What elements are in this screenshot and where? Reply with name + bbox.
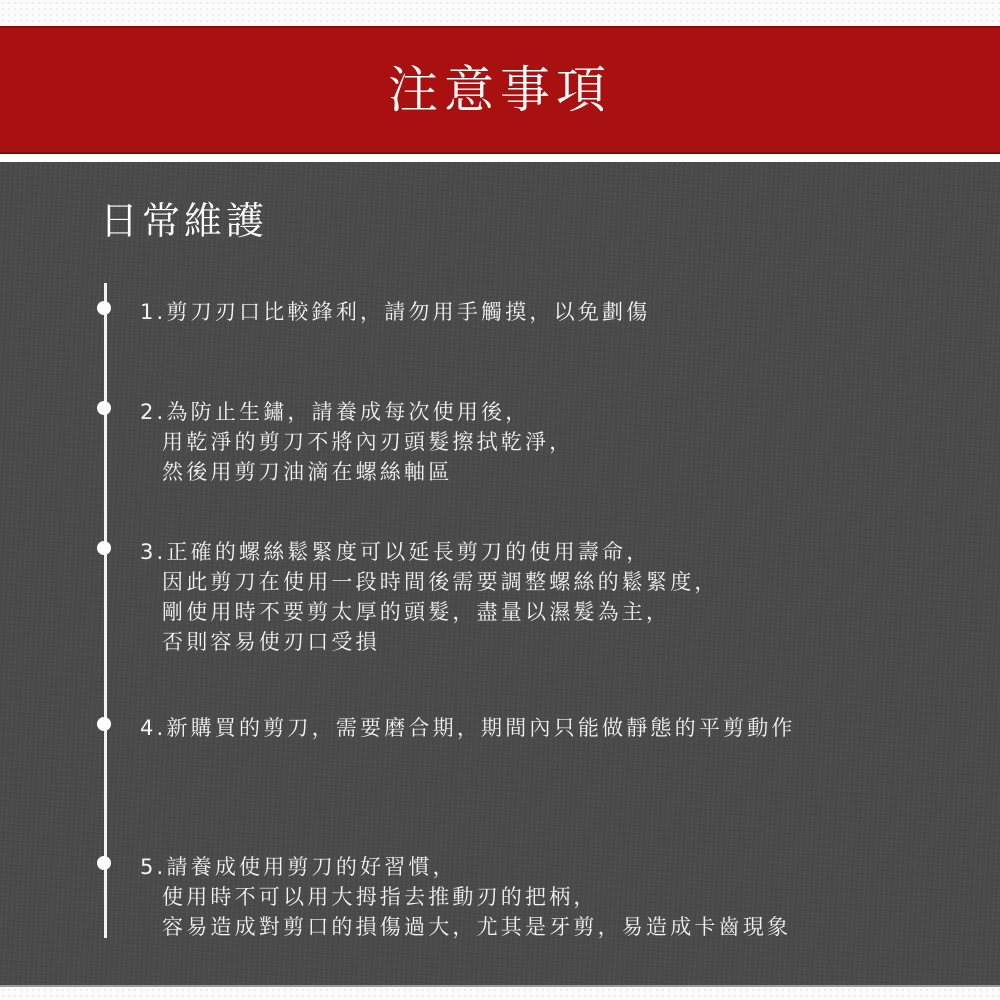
timeline-dot-icon: [97, 717, 111, 731]
header-banner: [0, 26, 1000, 154]
divider-stripe: [0, 154, 1000, 162]
tip-number: 5.: [140, 855, 167, 879]
tip-number: 4.: [140, 716, 167, 740]
tip-line-text: 剪刀刃口比較鋒利，請勿用手觸摸，以免劃傷: [166, 300, 651, 324]
tip-line: [140, 537, 719, 567]
tip-line: 用乾淨的剪刀不將內刃頭髮擦拭乾淨，: [162, 430, 574, 454]
tip-line: 剛使用時不要剪太厚的頭髮，盡量以濕髮為主，: [162, 600, 671, 624]
section-title: 日常維護: [100, 199, 269, 243]
timeline-line: [104, 283, 107, 938]
tip-text: [140, 397, 573, 487]
bottom-decorative-pattern: [0, 987, 1000, 1000]
tip-line-text: 新購買的剪刀，需要磨合期，期間內只能做靜態的平剪動作: [166, 716, 796, 740]
tip-line: 因此剪刀在使用一段時間後需要調整螺絲的鬆緊度，: [162, 570, 719, 594]
tip-line: 否則容易使刃口受損: [162, 630, 380, 654]
top-decorative-pattern: [0, 0, 1000, 26]
tip-line-text: 為防止生鏽，請養成每次使用後，: [166, 400, 530, 424]
tip-number: 2.: [140, 400, 167, 424]
timeline-dot-icon: [97, 541, 111, 555]
tip-text: [140, 852, 791, 942]
tip-line: [140, 397, 573, 427]
tip-line-text: 正確的螺絲鬆緊度可以延長剪刀的使用壽命，: [166, 540, 651, 564]
tip-text: [140, 297, 650, 327]
timeline-dot-icon: [97, 856, 111, 870]
timeline-dot-icon: [97, 301, 111, 315]
tip-line-text: 請養成使用剪刀的好習慣，: [166, 855, 457, 879]
tip-line: [140, 713, 796, 743]
timeline-dot-icon: [97, 401, 111, 415]
tip-number: 3.: [140, 540, 167, 564]
tip-line: 然後用剪刀油滴在螺絲軸區: [162, 460, 453, 484]
tip-text: [140, 713, 796, 743]
tip-line: 容易造成對剪口的損傷過大，尤其是牙剪，易造成卡齒現象: [162, 915, 792, 939]
tip-line: [140, 297, 650, 327]
tip-line: 使用時不可以用大拇指去推動刃的把柄，: [162, 885, 598, 909]
tip-number: 1.: [140, 300, 167, 324]
page-title: 注意事項: [388, 61, 612, 119]
tip-text: [140, 537, 719, 657]
tip-line: [140, 852, 791, 882]
